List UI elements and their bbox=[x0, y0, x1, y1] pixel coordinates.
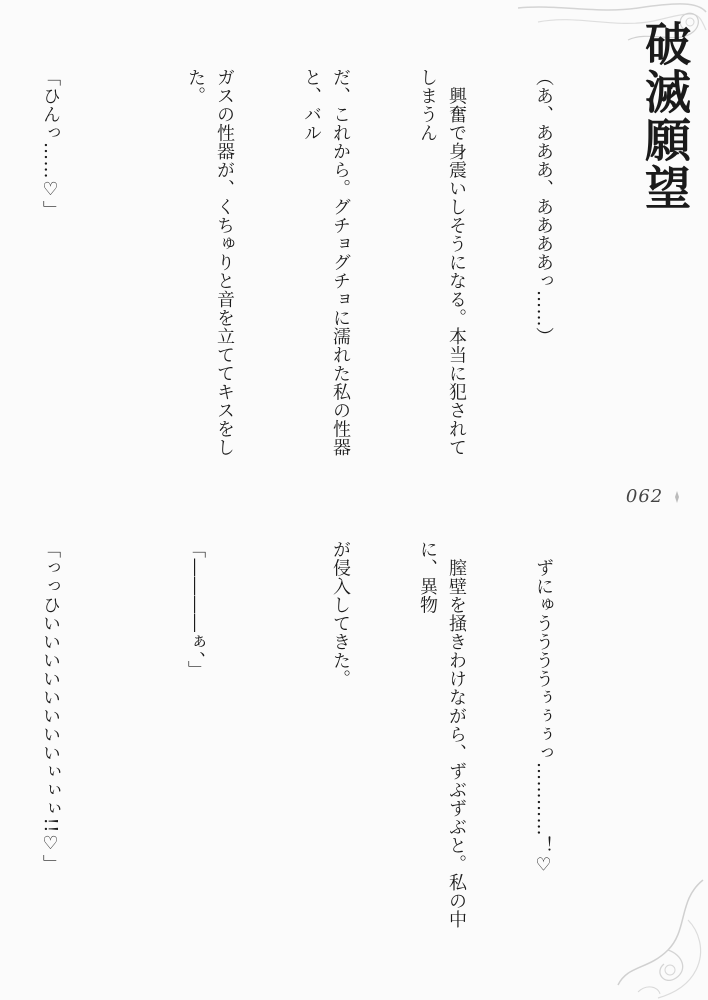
text-block-bottom bbox=[0, 540, 616, 960]
text-line: が侵入してきた。 bbox=[330, 540, 351, 688]
text-block-top bbox=[0, 68, 616, 473]
chapter-title: 破滅願望 bbox=[638, 20, 692, 212]
text-line: 「――――ぁ、」 bbox=[185, 540, 206, 679]
text-line: だ、これから。グチョグチョに濡れた私の性器と、バル bbox=[301, 68, 351, 457]
text-line: 膣壁を掻きわけながら、ずぶずぶと。私の中に、異物 bbox=[417, 540, 467, 929]
text-line: ガスの性器が、くちゅりと音を立ててキスをした。 bbox=[185, 68, 235, 457]
text-line: 興奮で身震いしそうになる。本当に犯されてしまうん bbox=[417, 68, 467, 457]
text-line: （あ、あああ、ああああっ……） bbox=[533, 68, 554, 346]
text-line: 「っっひいいいいいいいいぃぃぃ!!♡」 bbox=[40, 540, 61, 873]
page-number bbox=[626, 486, 684, 507]
text-line: ずにゅううううぅぅぅっ…………！♡ bbox=[533, 540, 554, 876]
page-number-text: 062 bbox=[625, 486, 664, 507]
page-number-ornament-icon bbox=[670, 490, 684, 504]
text-line: 「ひんっ……♡」 bbox=[40, 68, 61, 219]
